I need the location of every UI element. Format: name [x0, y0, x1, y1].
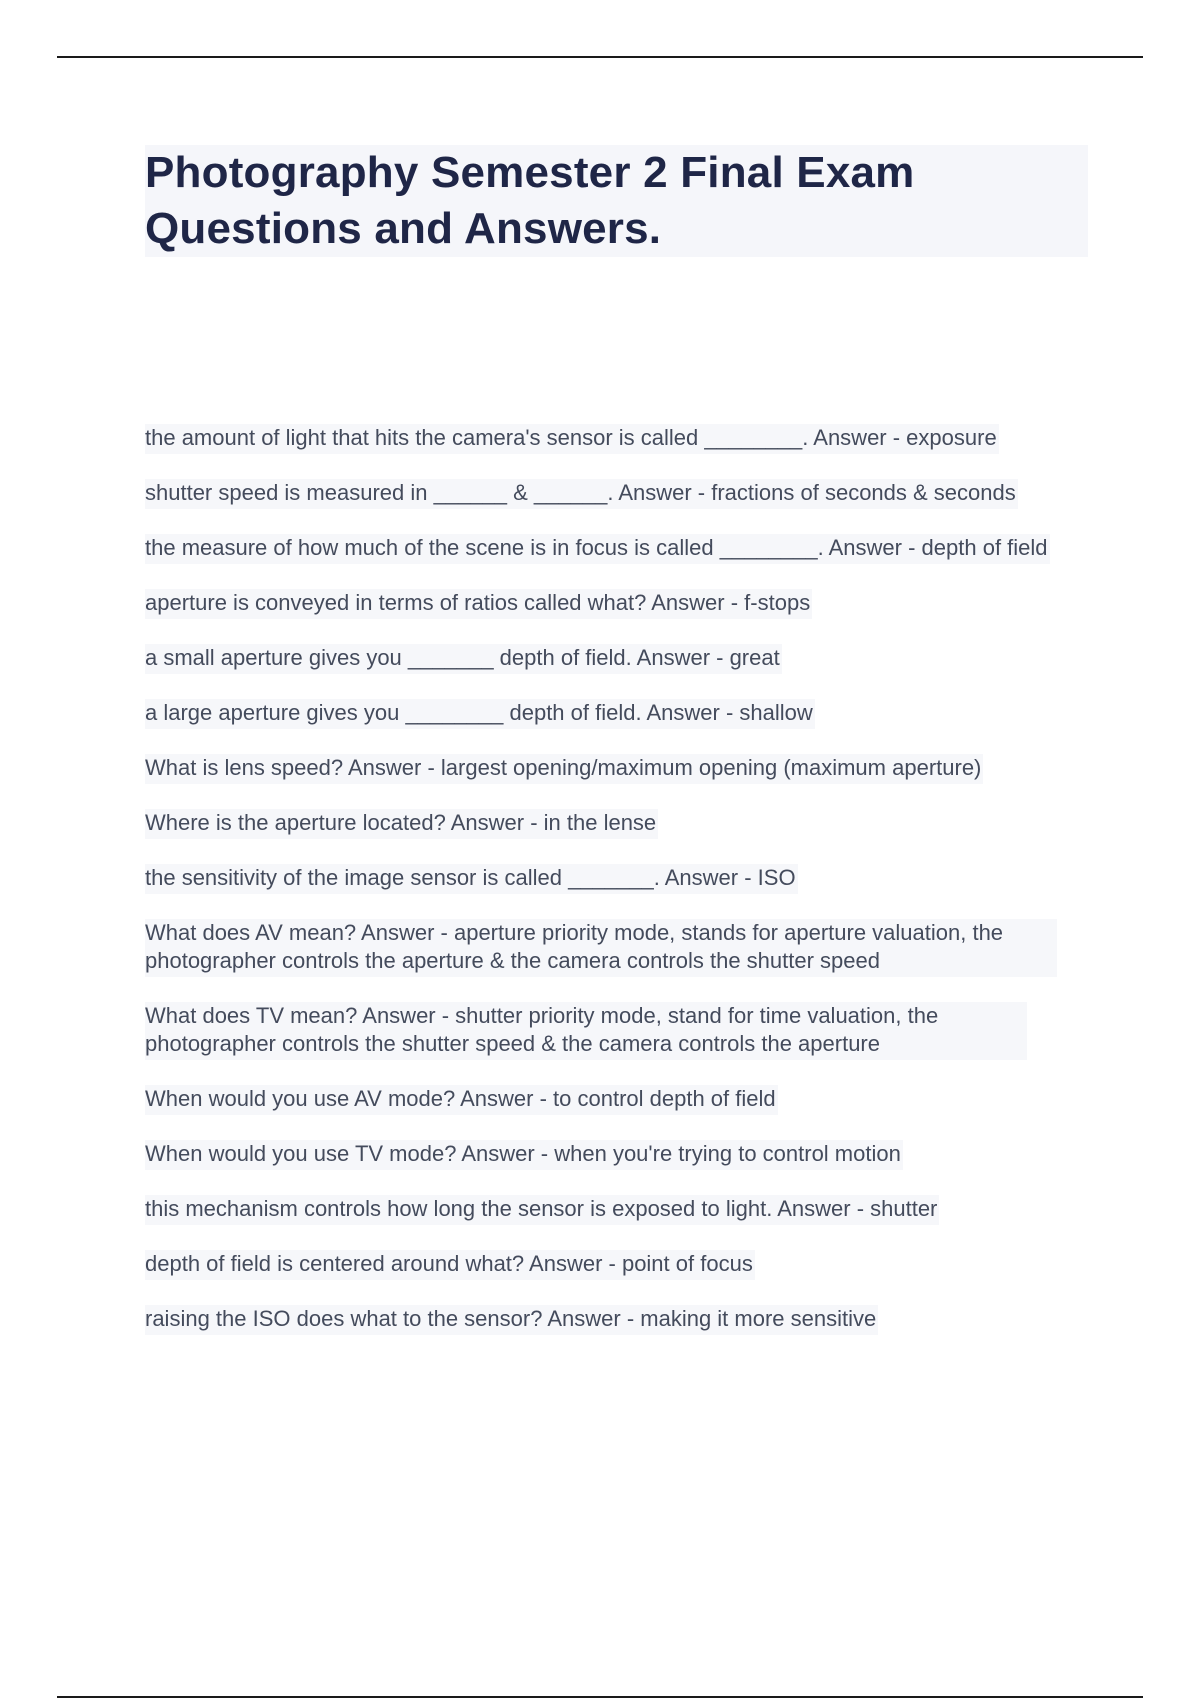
- top-rule: [57, 56, 1143, 58]
- qa-item: What is lens speed? Answer - largest opening/maximum opening (maximum aperture): [145, 754, 983, 784]
- qa-item: a large aperture gives you ________ depth of field. Answer - shallow: [145, 699, 815, 729]
- qa-item: What does TV mean? Answer - shutter priority mode, stand for time valuation, the photographer controls the shutter speed & the camera controls the aperture: [145, 1002, 1027, 1060]
- qa-item: a small aperture gives you _______ depth of field. Answer - great: [145, 644, 782, 674]
- qa-item: aperture is conveyed in terms of ratios called what? Answer - f-stops: [145, 589, 812, 619]
- qa-item: What does AV mean? Answer - aperture priority mode, stands for aperture valuation, the photographer controls the aperture & the camera controls the shutter speed: [145, 919, 1057, 977]
- qa-item: the measure of how much of the scene is in focus is called ________. Answer - depth of field: [145, 534, 1050, 564]
- qa-item: When would you use AV mode? Answer - to control depth of field: [145, 1085, 778, 1115]
- qa-item: this mechanism controls how long the sensor is exposed to light. Answer - shutter: [145, 1195, 939, 1225]
- page-title: Photography Semester 2 Final Exam Questions and Answers.: [145, 148, 915, 253]
- bottom-rule: [57, 1696, 1143, 1698]
- qa-list: [145, 424, 1095, 1360]
- qa-item: the sensitivity of the image sensor is called _______. Answer - ISO: [145, 864, 798, 894]
- qa-item: raising the ISO does what to the sensor? Answer - making it more sensitive: [145, 1305, 878, 1335]
- qa-item: the amount of light that hits the camera's sensor is called ________. Answer - exposure: [145, 424, 999, 454]
- qa-item: depth of field is centered around what? Answer - point of focus: [145, 1250, 755, 1280]
- qa-item: When would you use TV mode? Answer - when you're trying to control motion: [145, 1140, 903, 1170]
- qa-item: Where is the aperture located? Answer - in the lense: [145, 809, 658, 839]
- qa-item: shutter speed is measured in ______ & ______. Answer - fractions of seconds & seconds: [145, 479, 1018, 509]
- title-block: [145, 145, 1088, 257]
